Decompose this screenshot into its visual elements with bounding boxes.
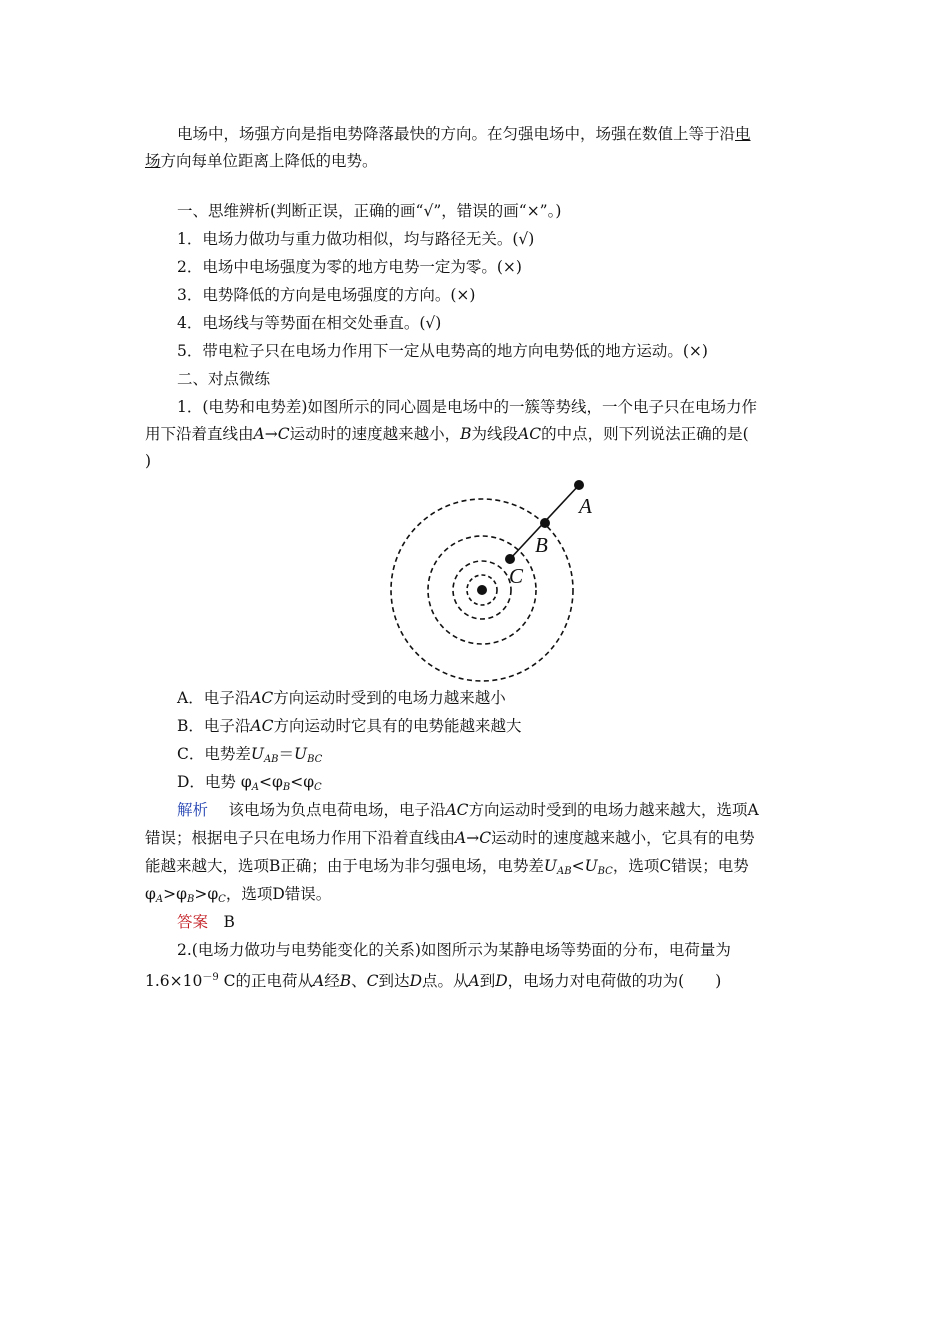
analysis-line-1: 解析 该电场为负点电荷电场，电子沿AC方向运动时受到的电场力越来越大，选项A — [177, 801, 759, 819]
analysis-line-2: 错误；根据电子只在电场力作用下沿着直线由A→C运动时的速度越来越小，它具有的电势 — [145, 829, 755, 847]
q2-stem-line-2: $1.6\times 10^{-9}$ C的正电荷从A经B、C到达D点。从A到D，电场力对电荷做的功为( ) — [145, 972, 722, 990]
intro-line-2: 场方向每单位距离上降低的电势。 — [145, 152, 378, 170]
answer-label: 答案 — [177, 913, 209, 931]
judge-item-3: 3．电势降低的方向是电场强度的方向。(×) — [177, 286, 476, 304]
judge-item-2: 2．电场中电场强度为零的地方电势一定为零。(×) — [177, 258, 522, 276]
analysis-line-4: $\varphi_A>\varphi_B>\varphi_C$，选项D错误。 — [145, 885, 332, 905]
point-c-dot — [505, 554, 515, 564]
judge-item-1: 1．电场力做功与重力做功相似，均与路径无关。(√) — [177, 230, 535, 248]
q1-option-b: B．电子沿AC方向运动时它具有的电势能越来越大 — [177, 717, 522, 735]
center-charge-dot — [477, 585, 487, 595]
answer-value: B — [223, 913, 235, 931]
answer-line — [177, 912, 235, 932]
q2-stem-line-1: 2.(电场力做功与电势能变化的关系)如图所示为某静电场等势面的分布，电荷量为 — [177, 941, 731, 959]
label-a: A — [579, 494, 592, 518]
equipotential-figure — [385, 470, 625, 685]
judge-item-5: 5．带电粒子只在电场力作用下一定从电势高的地方向电势低的地方运动。(×) — [177, 342, 708, 360]
section1-heading: 一、思维辨析(判断正误，正确的画“√”，错误的画“×”。) — [177, 202, 562, 220]
q1-stem-line-3: ) — [145, 452, 152, 470]
label-b: B — [535, 533, 548, 557]
judge-item-4: 4．电场线与等势面在相交处垂直。(√) — [177, 314, 442, 332]
analysis-label: 解析 — [177, 801, 209, 819]
q1-option-d: D．电势 $\varphi_A<\varphi_B<\varphi_C$ — [177, 773, 322, 793]
q1-option-a: A．电子沿AC方向运动时受到的电场力越来越小 — [177, 689, 506, 707]
point-b-dot — [540, 518, 550, 528]
point-a-dot — [574, 480, 584, 490]
analysis-line-3: 能越来越大，选项B正确；由于电场为非匀强电场，电势差$U_{AB}<U_{BC}$，选项C错误；电势 — [145, 857, 749, 877]
q1-stem-line-2: 用下沿着直线由A→C运动时的速度越来越小，B为线段AC的中点，则下列说法正确的是( — [145, 425, 749, 443]
label-c: C — [509, 564, 524, 588]
intro-line-1: 电场中，场强方向是指电势降落最快的方向。在匀强电场中，场强在数值上等于沿电 — [177, 125, 751, 143]
q1-option-c: C．电势差$U_{AB}=U_{BC}$ — [177, 745, 323, 765]
q1-stem-line-1: 1．(电势和电势差)如图所示的同心圆是电场中的一簇等势线，一个电子只在电场力作 — [177, 398, 757, 416]
section2-heading: 二、对点微练 — [177, 370, 271, 388]
